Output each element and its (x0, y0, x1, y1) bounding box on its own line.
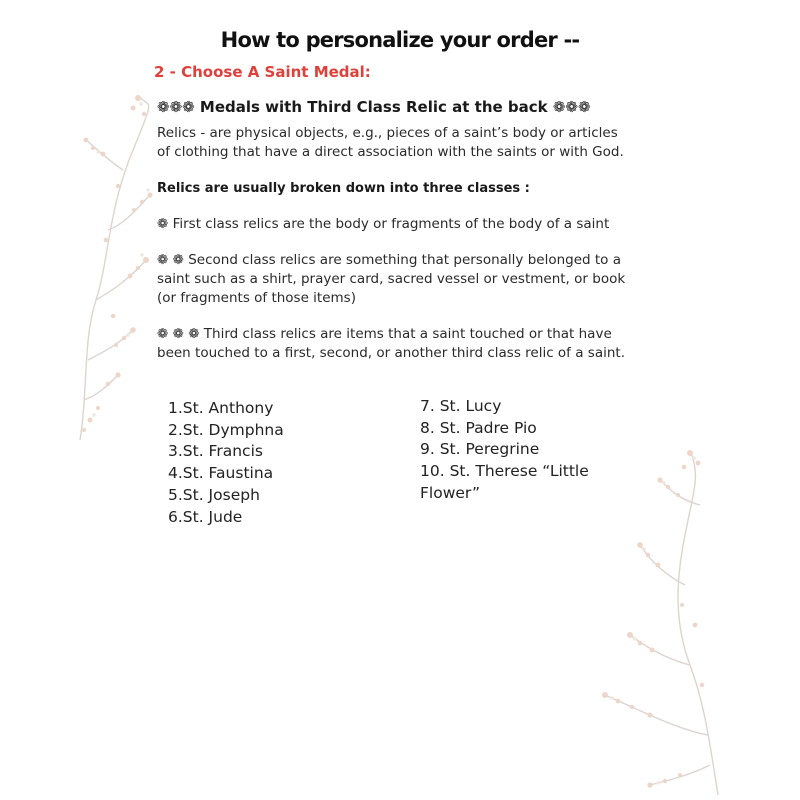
first-class-relics: ❁ First class relics are the body or fragments of the body of a saint (157, 216, 610, 232)
saint-list-item: 7. St. Lucy (420, 397, 502, 415)
relics-section (157, 98, 627, 363)
medals-subheading: ❁❁❁ Medals with Third Class Relic at the back ❁❁❁ (157, 98, 591, 116)
saint-list-item: 1.St. Anthony (168, 399, 274, 417)
saint-list-item: 4.St. Faustina (168, 464, 274, 483)
third-class-relics: ❁ ❁ ❁ Third class relics are items that a saint touched or that have been touched to a first, second, or another third class relic of a saint. (157, 326, 625, 361)
saint-list-item: 8. St. Padre Pio (420, 418, 537, 437)
relics-intro: Relics - are physical objects, e.g., pieces of a saint’s body or articles of clothing that have a direct association with the saints or with God. (157, 125, 624, 160)
step-heading: 2 - Choose A Saint Medal: (154, 63, 371, 81)
saint-list-item: 2.St. Dymphna (168, 420, 284, 439)
page-title: How to personalize your order -- (220, 28, 580, 52)
floral-decoration-left (78, 90, 158, 440)
saint-list-right (420, 396, 620, 505)
relic-classes-heading: Relics are usually broken down into three classes : (157, 181, 530, 196)
second-class-relics: ❁ ❁ Second class relics are something that personally belonged to a saint such as a shirt, prayer card, sacred vessel or vestment, or book (or fragments of those items) (157, 252, 626, 306)
saint-list-left (168, 398, 408, 528)
saint-list-item: 5.St. Joseph (168, 485, 260, 504)
saint-list-item: 9. St. Peregrine (420, 440, 540, 459)
saint-list-item: 10. St. Therese “Little (420, 462, 589, 481)
saint-list-item-continued: Flower” (420, 483, 480, 502)
saint-list-item: 3.St. Francis (168, 442, 263, 461)
saint-list-item: 6.St. Jude (168, 507, 243, 526)
